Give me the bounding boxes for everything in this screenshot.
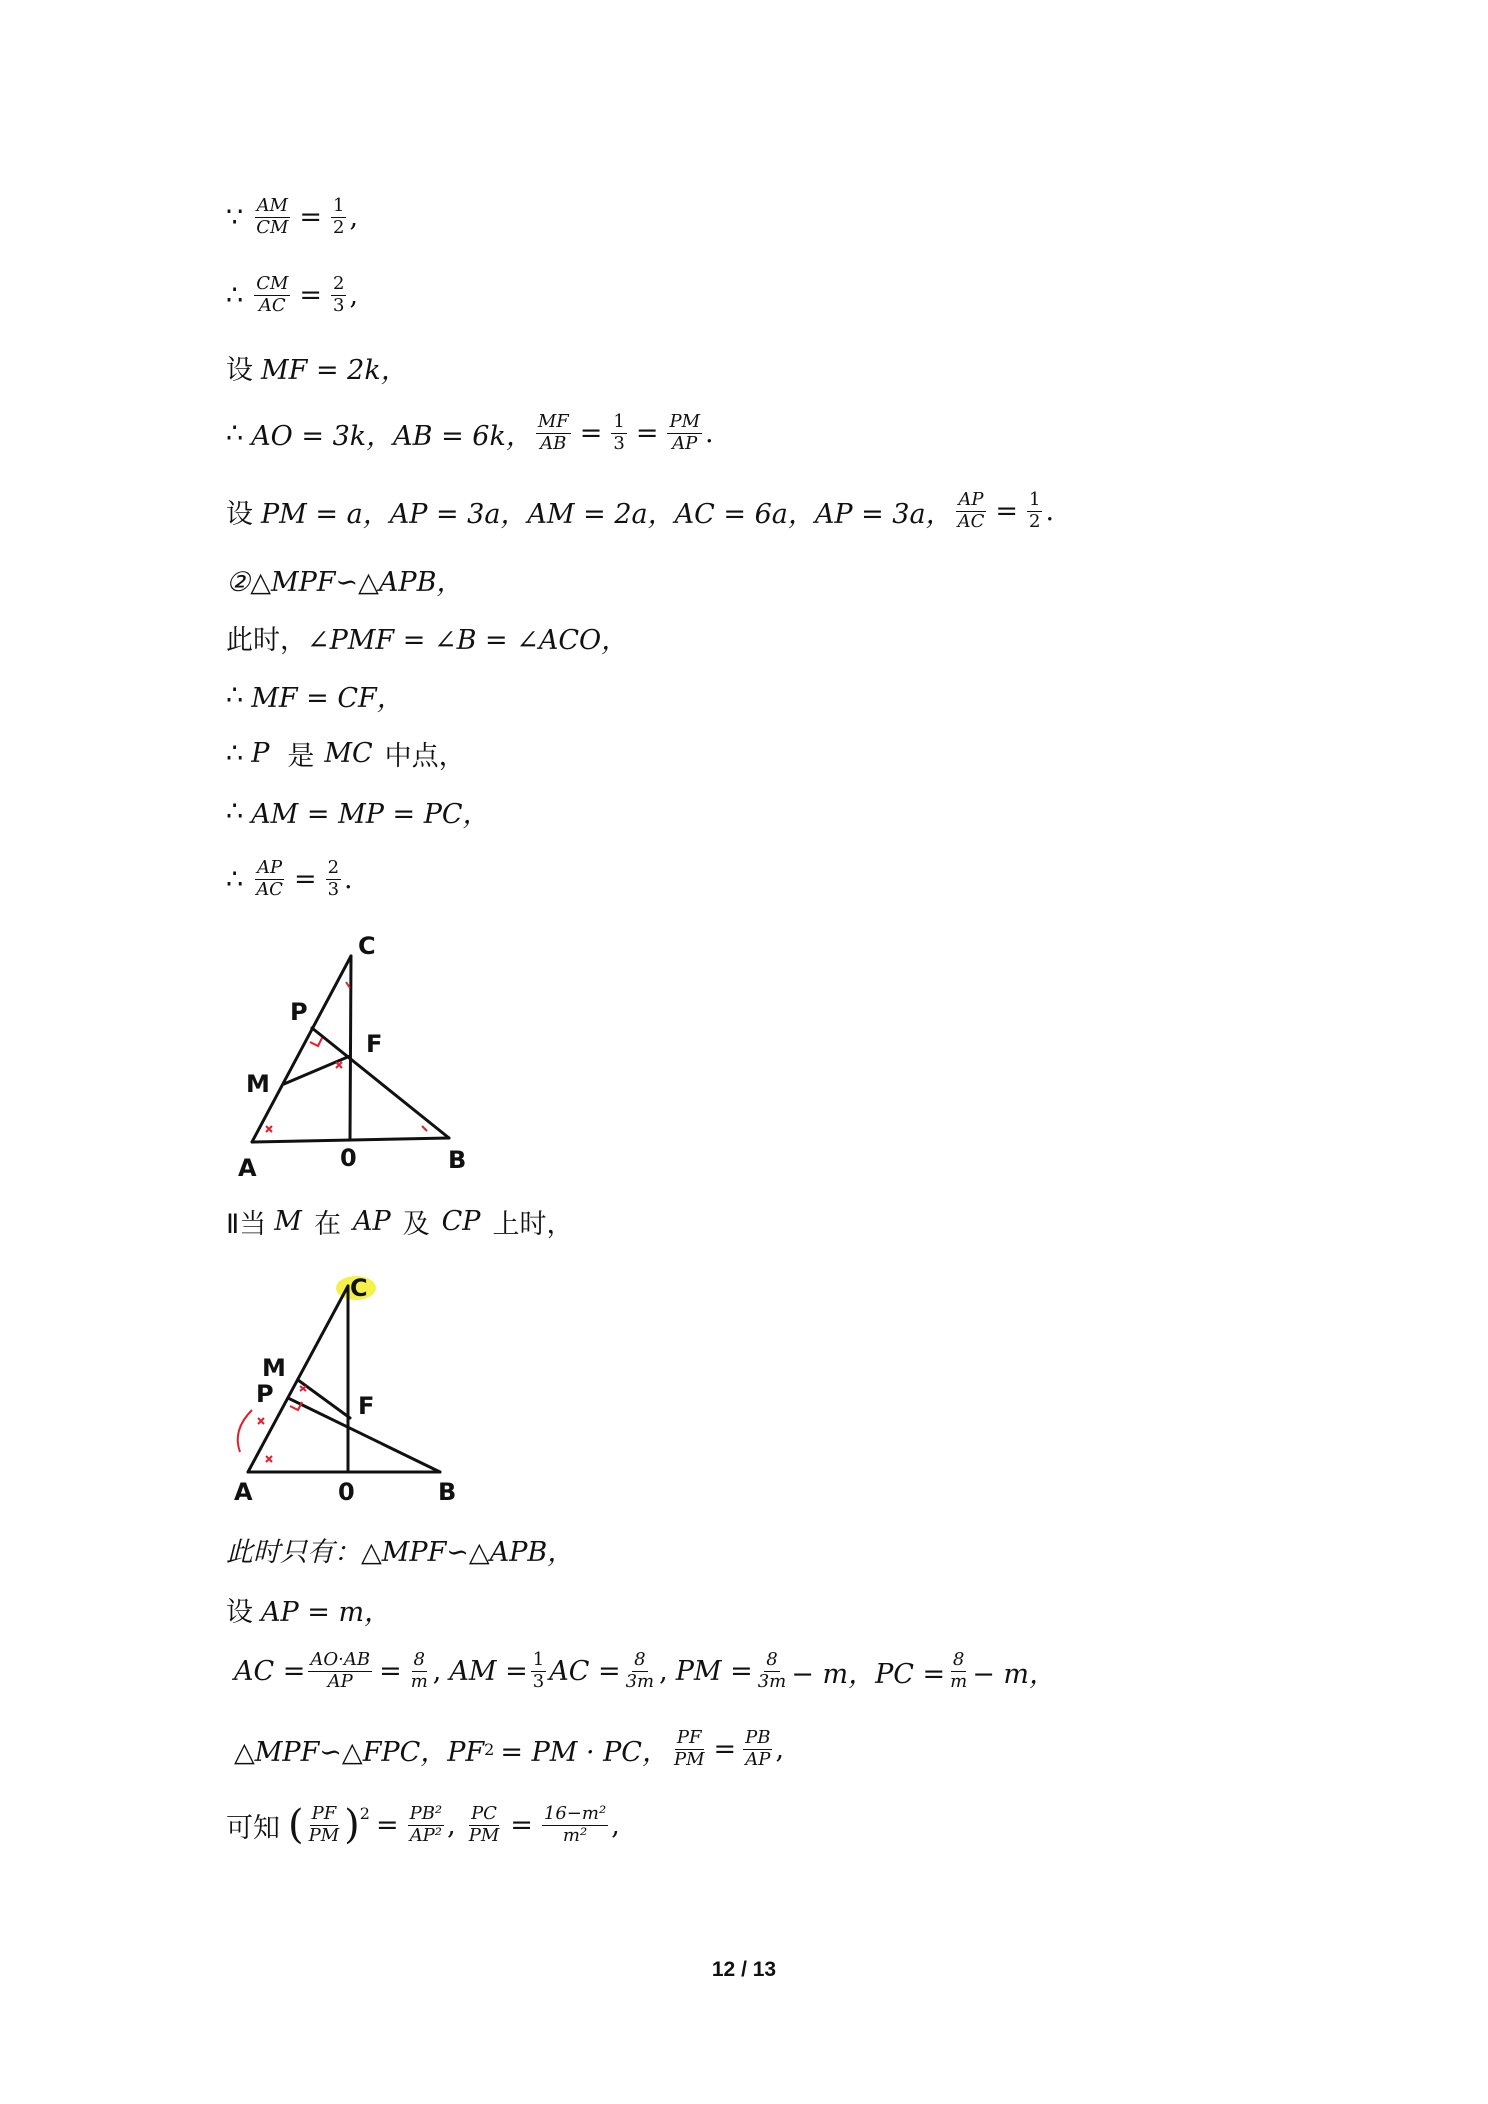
segment-AB xyxy=(252,1138,449,1142)
label-O: 0 xyxy=(340,1144,357,1172)
page-number: 12 / 13 xyxy=(711,1958,777,1981)
fraction: $\frac{8}{3m}$ xyxy=(625,1649,655,1692)
fraction: $\frac{1}{3}$ xyxy=(613,411,625,454)
line-4: ∴ AO = 3k，AB = 6k， $\frac{MF}{AB}$ = $\frac{1}{3}$ = $\frac{PM}{AP}$ . xyxy=(226,411,714,454)
label-P: P xyxy=(290,998,308,1026)
fraction: $\frac{2}{3}$ xyxy=(333,273,345,316)
label-B: B xyxy=(438,1478,457,1506)
fraction: $\frac{\text{PB²}}{\text{AP²}}$ xyxy=(409,1803,443,1846)
fraction: $\frac{1}{2}$ xyxy=(333,195,345,238)
angle-mark xyxy=(258,1418,264,1424)
fraction: $\frac{CM}{AC}$ xyxy=(256,273,289,316)
label-A: A xyxy=(238,1154,257,1182)
fraction: $\frac{AP}{AC}$ xyxy=(957,489,985,532)
line-15: AC = $\frac{AO\cdot AB}{AP}$ = $\frac{8}{m}$ , AM = $\frac{1}{3}$ AC = $\frac{8}{3m}$ , PM = $\frac{8}{3m}$ − m，PC = $\frac{8}{m}$ − m， xyxy=(234,1649,1056,1692)
label-O: 0 xyxy=(338,1478,355,1506)
fraction: $\frac{1}{2}$ xyxy=(1029,489,1041,532)
line-13: 此时只有：△MPF∽△APB， xyxy=(226,1537,575,1568)
segment-MF xyxy=(298,1380,350,1418)
line-9: ∴ P 是 MC 中点， xyxy=(226,738,466,772)
figure-2-triangle-diagram xyxy=(226,1268,476,1518)
fraction: $\frac{MF}{AB}$ xyxy=(537,411,569,454)
fraction: $\frac{PC}{PM}$ xyxy=(468,1803,500,1846)
line-11: ∴ $\frac{AP}{AC}$ = $\frac{2}{3}$ . xyxy=(226,857,353,900)
line-5: 设 PM = a，AP = 3a，AM = 2a，AC = 6a，AP = 3a， $\frac{AP}{AC}$ = $\frac{1}{2}$ . xyxy=(226,489,1055,532)
line-14: 设 AP = m， xyxy=(226,1597,392,1628)
line-8: ∴ MF = CF， xyxy=(226,680,404,714)
fraction: $\frac{PF}{PM}$ xyxy=(673,1727,705,1770)
fraction: $\frac{PF}{PM}$ xyxy=(308,1803,340,1846)
angle-mark xyxy=(422,1126,427,1131)
angle-mark xyxy=(336,1062,342,1068)
fraction: $\frac{8}{m}$ xyxy=(950,1649,968,1692)
label-C: C xyxy=(358,932,376,960)
right-angle-mark xyxy=(310,1038,322,1046)
fraction: $\frac{AO\cdot AB}{AP}$ xyxy=(310,1649,371,1692)
label-M: M xyxy=(262,1354,286,1382)
fraction: $\frac{8}{m}$ xyxy=(410,1649,428,1692)
label-F: F xyxy=(366,1030,383,1058)
line-12: Ⅱ当 M 在 AP 及 CP 上时， xyxy=(226,1206,574,1240)
angle-mark xyxy=(266,1126,272,1132)
arc-mark xyxy=(238,1410,252,1452)
line-6: ②△MPF∽△APB， xyxy=(226,567,464,598)
therefore-symbol: ∴ xyxy=(226,279,244,311)
because-symbol: ∵ xyxy=(226,201,244,233)
fraction: $\frac{1}{3}$ xyxy=(532,1649,545,1692)
line-7: 此时， ∠PMF = ∠B = ∠ACO， xyxy=(226,625,629,656)
fraction: $\frac{AM}{CM}$ xyxy=(256,195,289,238)
segment-CO xyxy=(350,956,351,1140)
fraction: $\frac{PM}{AP}$ xyxy=(669,411,700,454)
line-16: △MPF∽△FPC，PF 2 = PM · PC， $\frac{PF}{PM}$ = $\frac{PB}{AP}$ , xyxy=(234,1727,785,1770)
angle-mark xyxy=(300,1386,306,1391)
fraction: $\frac{2}{3}$ xyxy=(327,857,340,900)
label-C: C xyxy=(350,1274,368,1302)
figure-1-triangle-diagram xyxy=(226,920,476,1190)
line-17: 可知 ( $\frac{PF}{PM}$ ) $^2$ = $\frac{\text{PB²}}{\text{AP²}}$ , $\frac{PC}{PM}$ = $\frac{\text{16−m²}}{\text{m²}}$ , xyxy=(226,1802,620,1849)
line-2: ∴ $\frac{CM}{AC}$ = $\frac{2}{3}$ , xyxy=(226,273,359,316)
fraction: $\frac{AP}{AC}$ xyxy=(256,857,283,900)
fraction: $\frac{\text{16−m²}}{\text{m²}}$ xyxy=(543,1803,607,1846)
label-A: A xyxy=(234,1478,253,1506)
fraction: $\frac{PB}{AP}$ xyxy=(745,1727,771,1770)
angle-mark xyxy=(266,1456,272,1462)
label-M: M xyxy=(246,1070,270,1098)
fraction: $\frac{8}{3m}$ xyxy=(757,1649,787,1692)
line-3: 设 MF = 2k， xyxy=(226,355,408,386)
line-1: ∵ $\frac{AM}{CM}$ = $\frac{1}{2}$ , xyxy=(226,195,359,238)
label-F: F xyxy=(358,1392,375,1420)
line-10: ∴ AM = MP = PC， xyxy=(226,796,490,830)
label-B: B xyxy=(448,1146,467,1174)
label-P: P xyxy=(256,1380,274,1408)
